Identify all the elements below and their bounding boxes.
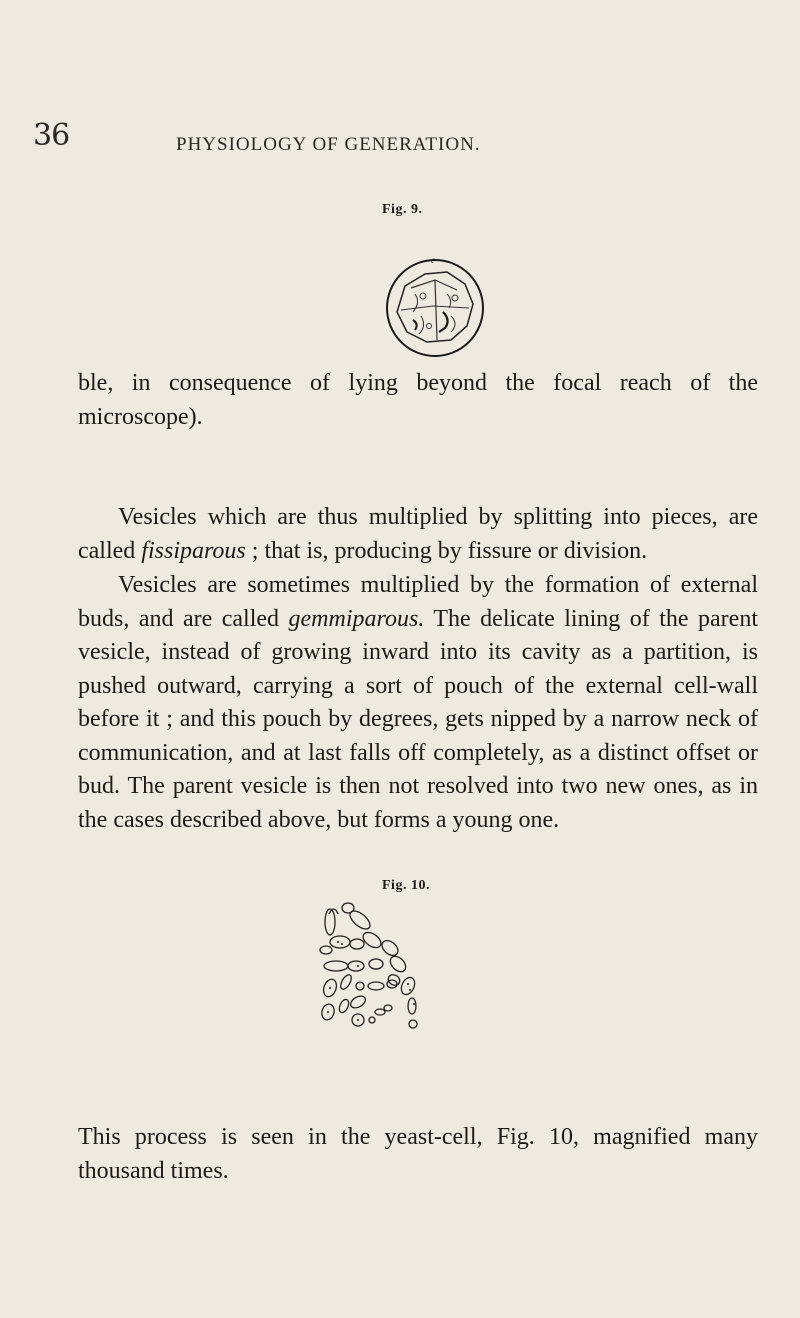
figure-9-cell-division-illustration	[355, 228, 515, 358]
paragraph-3-text-after: The delicate lining of the parent vesicle, instead of growing inward into its cavity as a partition, is pushed outward, carrying a sort of pouch of the external cell-wall before it ; and this pouch by degrees, gets nipped by a narrow neck of communication, and at last falls off completely, as a distinct offset or bud. The parent vesicle is then not resolved into two new ones, as in the cases described above, but forms a young one.	[78, 605, 758, 833]
figure-10-label: Fig. 10.	[382, 878, 430, 893]
term-fissiparous: fissiparous	[141, 537, 246, 564]
paragraph-2-text-after: ; that is, producing by fissure or division.	[245, 537, 648, 564]
figure-9-letter: c	[431, 255, 435, 265]
figure-9-label: Fig. 9.	[382, 202, 423, 217]
paragraph-3	[78, 569, 758, 837]
paragraph-2	[78, 501, 758, 568]
figure-10-yeast-cells-illustration	[300, 900, 520, 1100]
paragraph-2-text-before: Vesicles which are thus multiplied by splitting into pieces, are called	[78, 504, 758, 564]
running-head: PHYSIOLOGY OF GENERATION.	[176, 134, 481, 155]
paragraph-4: This process is seen in the yeast-cell, Fig. 10, magnified many thousand times.	[78, 1124, 758, 1184]
page-number: 36	[33, 118, 70, 153]
term-gemmiparous: gemmiparous.	[288, 605, 425, 632]
paragraph-1: ble, in consequence of lying beyond the focal reach of the microscope).	[78, 370, 758, 430]
paragraph-3-text-before: Vesicles are sometimes multiplied by the formation of external buds, and are called	[78, 572, 758, 632]
